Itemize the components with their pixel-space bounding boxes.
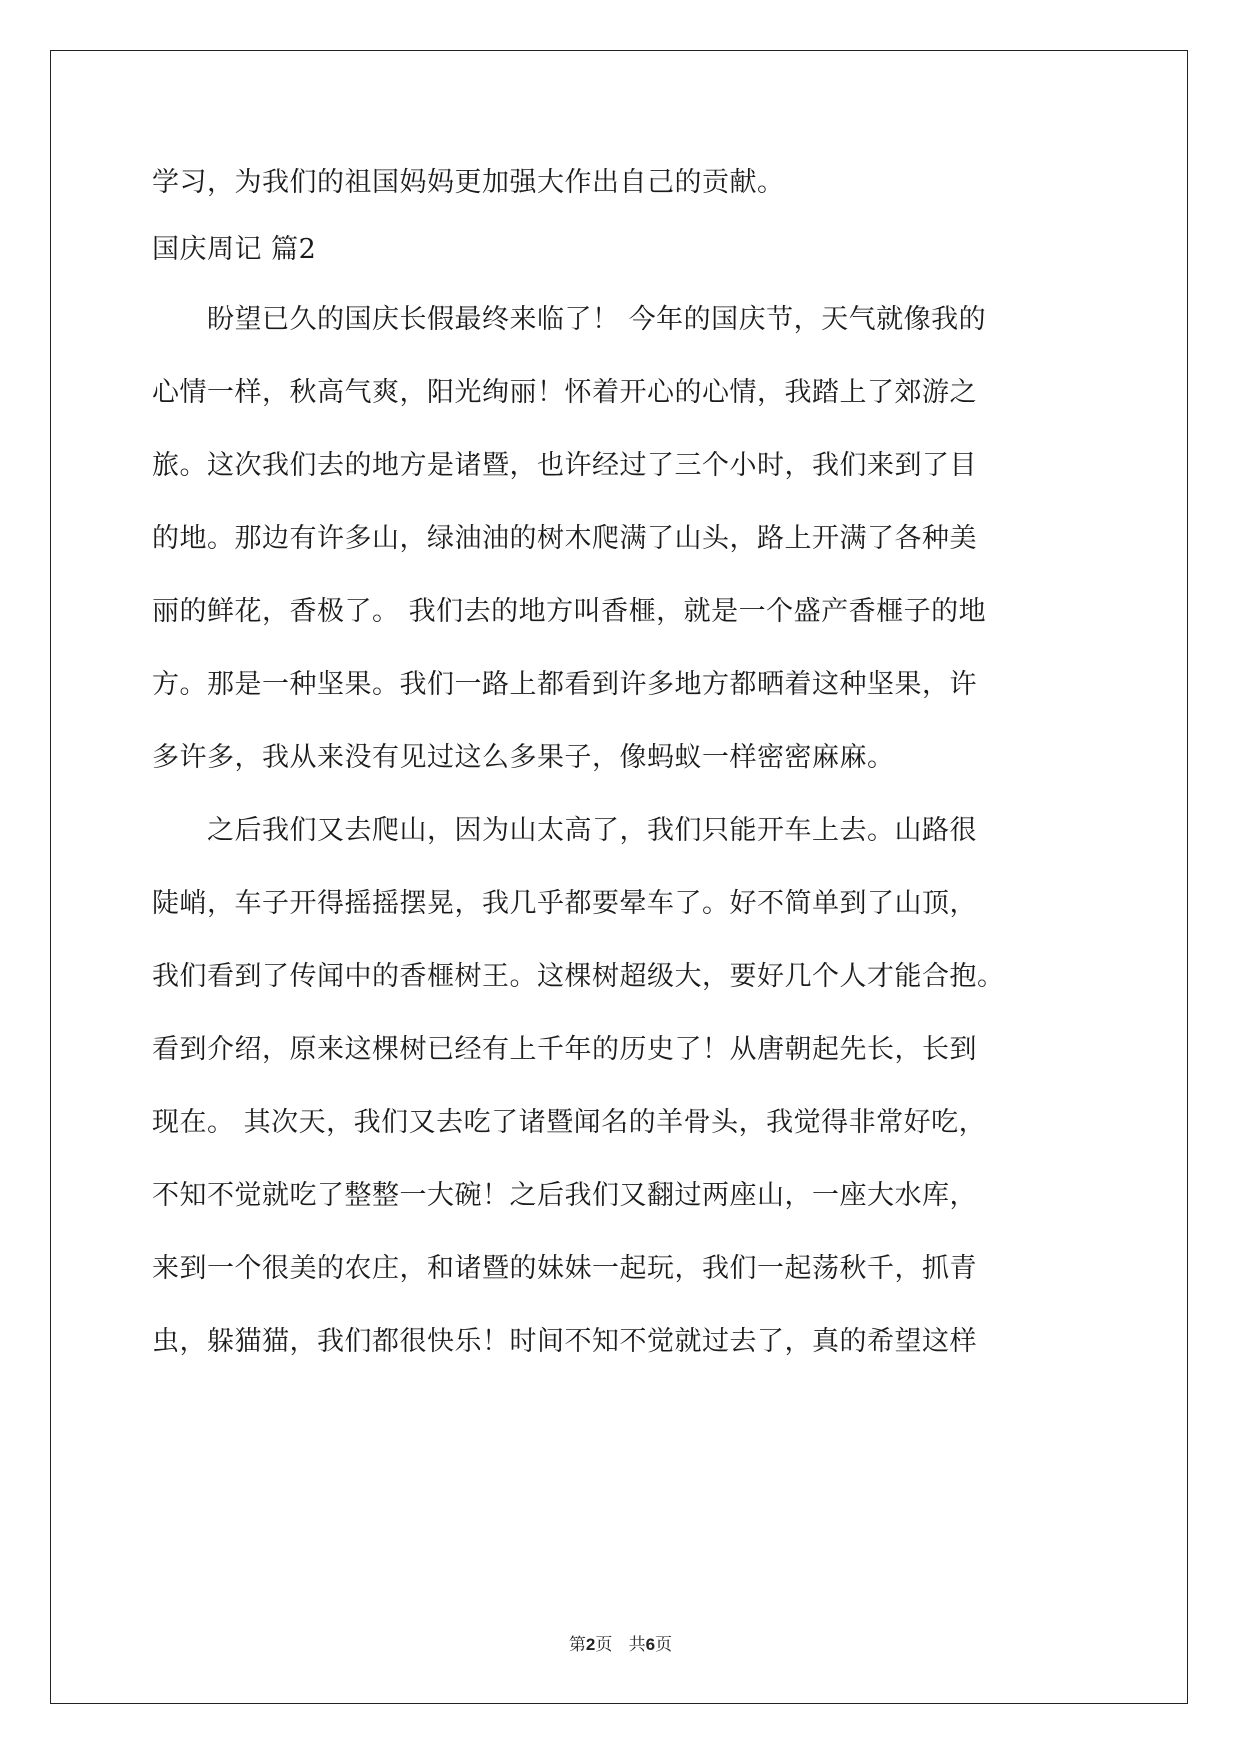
- total-pages: 6: [645, 1635, 656, 1654]
- page-footer: [0, 1630, 1241, 1655]
- page-prefix: 第: [568, 1635, 586, 1655]
- total-prefix: 共: [628, 1635, 646, 1655]
- text-line: 虫，躲猫猫，我们都很快乐！时间不知不觉就过去了，真的希望这样: [152, 1326, 977, 1357]
- text-line: 陡峭，车子开得摇摇摆晃，我几乎都要晕车了。好不简单到了山顶，: [152, 888, 977, 919]
- text-line: 现在。 其次天，我们又去吃了诸暨闻名的羊骨头，我觉得非常好吃，: [152, 1107, 987, 1138]
- text-line: 丽的鲜花，香极了。 我们去的地方叫香榧，就是一个盛产香榧子的地: [152, 596, 987, 627]
- text-line: 之后我们又去爬山，因为山太高了，我们只能开车上去。山路很: [152, 815, 977, 846]
- section-heading: 国庆周记 篇2: [152, 234, 317, 265]
- page-border: [50, 50, 1188, 1704]
- text-line: 多许多，我从来没有见过这么多果子，像蚂蚁一样密密麻麻。: [152, 742, 895, 773]
- text-line: 的地。那边有许多山，绿油油的树木爬满了山头，路上开满了各种美: [152, 523, 977, 554]
- text-line: 看到介绍，原来这棵树已经有上千年的历史了！从唐朝起先长，长到: [152, 1034, 977, 1065]
- text-line: 盼望已久的国庆长假最终来临了！ 今年的国庆节，天气就像我的: [152, 304, 987, 335]
- text-line: 心情一样，秋高气爽，阳光绚丽！怀着开心的心情，我踏上了郊游之: [152, 377, 977, 408]
- text-line: 来到一个很美的农庄，和诸暨的妹妹一起玩，我们一起荡秋千，抓青: [152, 1253, 977, 1284]
- text-line: 方。那是一种坚果。我们一路上都看到许多地方都晒着这种坚果，许: [152, 669, 977, 700]
- text-line: 不知不觉就吃了整整一大碗！之后我们又翻过两座山，一座大水库，: [152, 1180, 977, 1211]
- page-suffix: 页: [595, 1635, 613, 1655]
- page-number: 2: [585, 1635, 596, 1654]
- text-line: 我们看到了传闻中的香榧树王。这棵树超级大，要好几个人才能合抱。: [152, 961, 1005, 992]
- text-line: 旅。这次我们去的地方是诸暨，也许经过了三个小时，我们来到了目: [152, 450, 977, 481]
- total-suffix: 页: [655, 1635, 673, 1655]
- text-line: 学习，为我们的祖国妈妈更加强大作出自己的贡献。: [152, 167, 785, 198]
